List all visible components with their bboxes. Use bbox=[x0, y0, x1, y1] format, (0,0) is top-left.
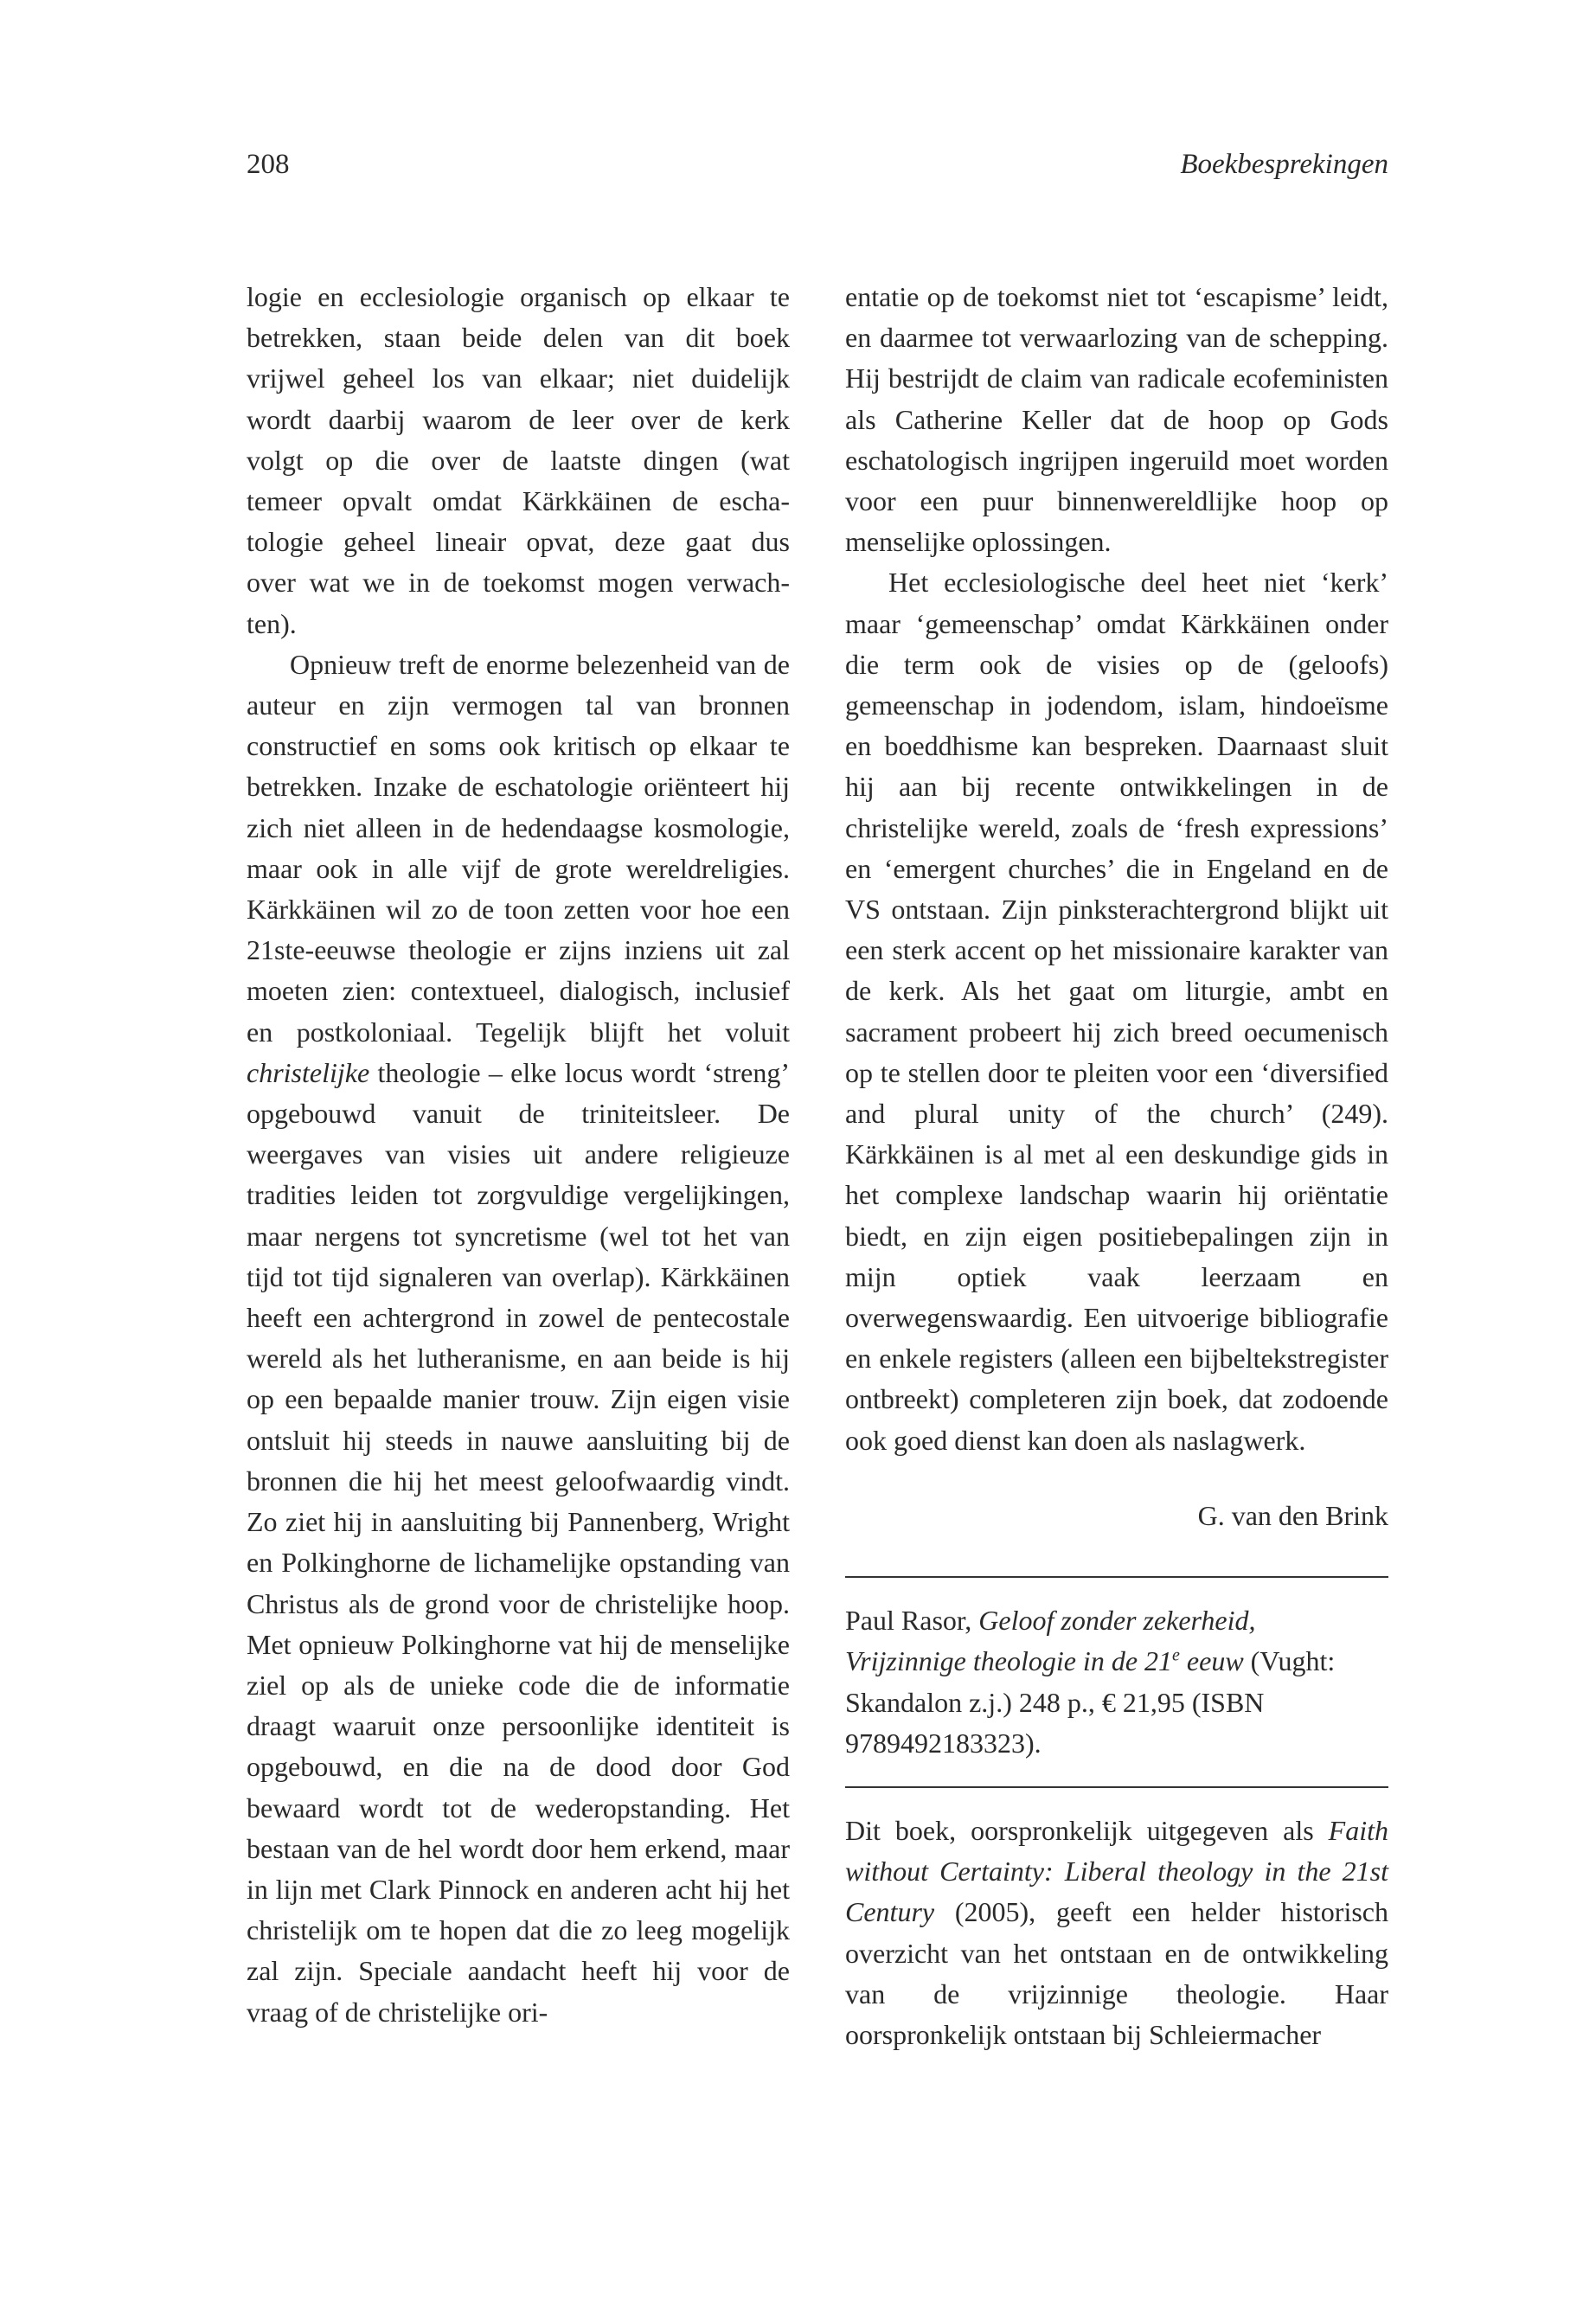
left-column bbox=[247, 277, 790, 2033]
text-line: logie en ecclesiologie organisch op elkaar te bbox=[247, 281, 790, 312]
divider-rule bbox=[845, 1786, 1388, 1788]
paragraph-text: theologie – elke locus wordt ‘streng’ opgebouwd vanuit de triniteitsleer. De weergaves van visies uit andere religieuze tradities leiden tot zorgvuldige vergelijkingen, maar nergens tot syncretisme (wel tot het van tijd tot tijd signaleren van overlap). Kärkkäinen heeft een achtergrond in zowel de pentecostale wereld als het lutheranisme, en aan beide is hij op een bepaalde manier trouw. Zijn eigen visie ontsluit hij steeds in nauwe aansluiting bij de bronnen die hij het meest geloofwaardig vindt. Zo ziet hij in aansluiting bij Pannenberg, Wright en Polkinghorne de lichamelijke opstanding van Christus als de grond voor de christelijke hoop. Met opnieuw Polkinghorne vat hij de menselijke ziel op als de unieke code die de informatie draagt waaruit onze persoonlijke identiteit is opgebouwd, en die na de dood door God bewaard wordt tot de wederopstanding. Het bestaan van de hel wordt door hem erkend, maar in lijn met Clark Pinnock en anderen acht hij het christelijk om te hopen dat die zo leeg mogelijk zal zijn. Speciale aandacht heeft hij voor de vraag of de christelijke ori- bbox=[247, 1056, 790, 2028]
left-paragraph-2 bbox=[247, 644, 790, 2033]
superscript: e bbox=[1172, 1645, 1180, 1665]
section-title: Boekbesprekingen bbox=[1180, 149, 1388, 180]
book-details: Skandalon z.j.) 248 p., € 21,95 (ISBN bbox=[845, 1686, 1265, 1718]
divider-rule bbox=[845, 1576, 1388, 1578]
left-paragraph-1 bbox=[247, 277, 790, 644]
text-line: wordt daarbij waarom de leer over de kerk bbox=[247, 403, 790, 435]
text-line: betrekken, staan beide delen van dit boek bbox=[247, 322, 790, 354]
book-author: Paul Rasor, bbox=[845, 1605, 979, 1637]
emphasis-text: Faith without Certainty: Liberal theology in the 21st Century bbox=[845, 1814, 1388, 1928]
text-line: volgt op die over de laatste dingen (wat bbox=[247, 444, 790, 476]
book-reference bbox=[845, 1600, 1388, 1764]
right-paragraph-1: entatie op de toekomst niet tot ‘escapisme’ leidt, en daarmee tot verwaarlozing van de schepping. Hij bestrijdt de claim van radicale ecofeministen als Catherine Keller dat de hoop op Gods eschatologisch ingrijpen ingeruild moet worden voor een puur binnenwereldlijke hoop op menselijke oplossingen. bbox=[845, 281, 1388, 558]
text-line: temeer opvalt omdat Kärkkäinen de escha- bbox=[247, 485, 790, 517]
text-line: ten). bbox=[247, 607, 297, 639]
right-paragraph-2: Het ecclesiologische deel heet niet ‘kerk’ maar ‘gemeenschap’ omdat Kärkkäinen onder die term ook de visies op de (geloofs) gemeenschap in jodendom, islam, hindoeïsme en boeddhisme kan bespreken. Daarnaast sluit hij aan bij recente ontwikkelingen in de christelijke wereld, zoals de ‘fresh expressions’ en ‘emergent churches’ die in Engeland en de VS ontstaan. Zijn pinksterachtergrond blijkt uit een sterk accent op het missionaire karakter van de kerk. Als het gaat om liturgie, ambt en sacrament probeert hij zich breed oecumenisch op te stellen door te pleiten voor een ‘diversified and plural unity of the church’ (249). Kärkkäinen is al met al een deskundige gids in het complexe landschap waarin hij oriëntatie biedt, en zijn eigen positiebepalingen zijn in mijn optiek vaak leerzaam en overwegenswaardig. Een uitvoerige bibliografie en enkele registers (alleen een bijbeltekstregister ontbreekt) completeren zijn boek, dat zodoende ook goed dienst kan doen als naslagwerk. bbox=[845, 567, 1388, 1456]
book-details: (Vught: bbox=[1243, 1645, 1336, 1677]
reviewer-signature: G. van den Brink bbox=[1197, 1499, 1388, 1531]
paragraph-text: Dit boek, oorspronkelijk uitgegeven als bbox=[845, 1814, 1329, 1846]
running-head bbox=[247, 143, 1388, 186]
text-line: vrijwel geheel los van elkaar; niet duidelijk bbox=[247, 362, 790, 394]
book-title-part: Geloof zonder zekerheid, bbox=[978, 1605, 1256, 1637]
page-number: 208 bbox=[247, 149, 290, 180]
text-line: over wat we in de toekomst mogen verwach- bbox=[247, 567, 790, 599]
book-title-part: eeuw bbox=[1179, 1645, 1244, 1677]
book-details: 9789492183323). bbox=[845, 1727, 1042, 1759]
paragraph-text: Opnieuw treft de enorme belezenheid van de auteur en zijn vermogen tal van bronnen constructief en soms ook kritisch op elkaar te betrekken. Inzake de eschatologie oriënteert hij zich niet alleen in de hedendaagse kosmologie, maar ook in alle vijf de grote wereldreligies. Kärkkäinen wil zo de toon zetten voor hoe een 21ste-eeuwse theologie er zijns inziens uit zal moeten zien: contextueel, dialogisch, inclusief en postkoloniaal. Tegelijk blijft het voluit bbox=[247, 648, 790, 1048]
review-paragraph-1 bbox=[845, 1811, 1388, 2055]
book-title-part: Vrijzinnige theologie in de 21 bbox=[845, 1645, 1173, 1677]
text-line: tologie geheel lineair opvat, deze gaat dus bbox=[247, 526, 790, 558]
emphasis-text: christelijke bbox=[247, 1056, 370, 1088]
paragraph-text: (2005), geeft een helder historisch overzicht van het ontstaan en de ontwikkeling van de vrijzinnige theologie. Haar oorspronkelijk ontstaan bij Schleiermacher bbox=[845, 1896, 1388, 2050]
right-column bbox=[845, 277, 1388, 2055]
